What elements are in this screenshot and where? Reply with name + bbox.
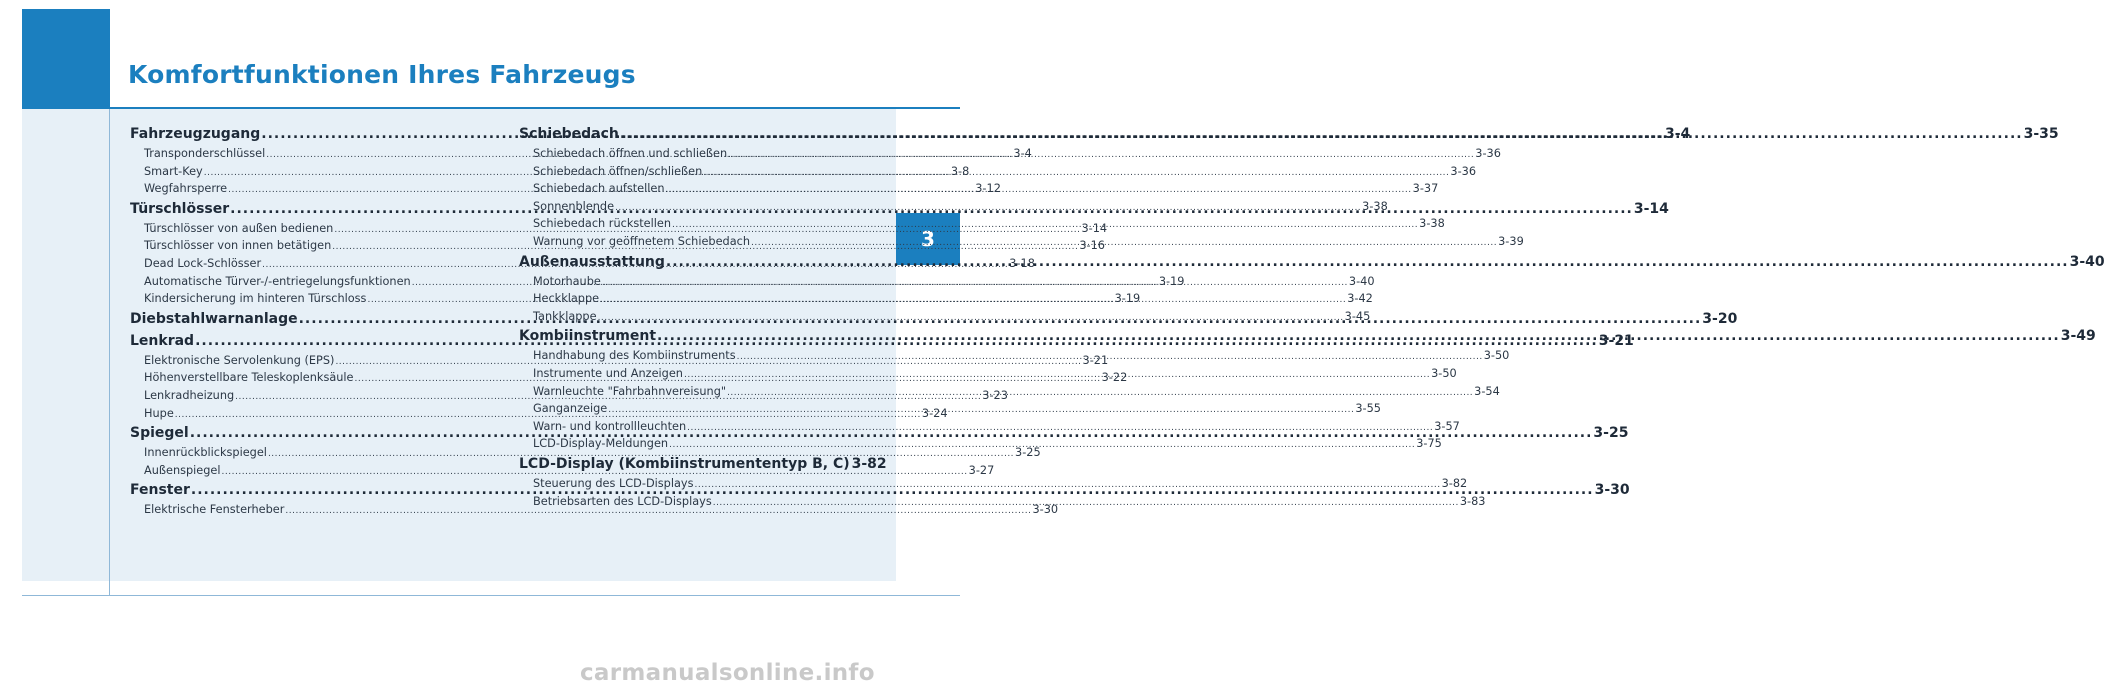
dot-leader	[713, 495, 1459, 513]
toc-section-page: 3-20	[1702, 310, 1738, 327]
dot-leader	[602, 275, 1348, 293]
toc-item-page: 3-45	[1344, 309, 1371, 323]
dot-leader	[703, 165, 1449, 183]
toc-item-page: 3-22	[1101, 371, 1128, 385]
chapter-color-block	[22, 9, 110, 109]
dot-leader	[608, 402, 1354, 420]
toc-section-label: Fenster	[130, 482, 190, 499]
toc-section-page: 3-82	[851, 455, 887, 472]
toc-item-label: Instrumente und Anzeigen	[533, 366, 683, 380]
toc-item-label: Schiebedach öffnen/schließen	[533, 164, 703, 178]
title-band	[110, 9, 960, 109]
toc-item-page: 3-14	[1081, 221, 1108, 235]
toc-item-page: 3-16	[1079, 239, 1105, 253]
dot-leader	[620, 123, 2023, 145]
toc-item-page: 3-21	[1082, 353, 1109, 367]
dot-leader	[737, 349, 1483, 367]
dot-leader	[666, 251, 2069, 273]
toc-item-page: 3-37	[1412, 182, 1439, 196]
dot-leader	[687, 420, 1433, 438]
toc-item-page: 3-8	[950, 164, 970, 178]
toc-item-page: 3-55	[1355, 402, 1381, 416]
toc-item-label: Elektronische Servolenkung (EPS)	[144, 353, 335, 367]
toc-section-label: Fahrzeugzugang	[130, 126, 261, 142]
toc-section-page: 3-14	[1633, 200, 1669, 217]
margin-strip	[22, 109, 110, 581]
toc-item-label: Dead Lock-Schlösser	[144, 256, 262, 270]
dot-leader	[666, 182, 1412, 200]
toc-item-label: Betriebsarten des LCD-Displays	[533, 494, 712, 508]
toc-section-page: 3-21	[1598, 332, 1634, 349]
chapter-tab[interactable]: 3	[896, 213, 960, 265]
toc-item-page: 3-38	[1362, 199, 1388, 213]
toc-section-page: 3-30	[1594, 482, 1630, 499]
toc-section[interactable]	[519, 453, 887, 475]
toc-section-page: 3-40	[2069, 253, 2105, 270]
toc-item-page: 3-25	[1015, 446, 1041, 460]
toc-item-label: Schiebedach rückstellen	[533, 217, 672, 231]
toc-item-page: 3-4	[1013, 147, 1032, 160]
toc-item[interactable]	[519, 308, 1371, 326]
toc-item-label: Warnleuchte "Fahrbahnvereisung"	[533, 384, 727, 398]
toc-item-label: Wegfahrsperre	[144, 182, 228, 196]
bottom-rule	[22, 595, 960, 596]
toc-item-label: Außenspiegel	[144, 463, 221, 477]
toc-item-label: Transponderschlüssel	[144, 147, 266, 160]
toc-item-label: Schiebedach aufstellen	[533, 182, 665, 196]
toc-item-page: 3-42	[1347, 292, 1373, 306]
toc-item-label: Kindersicherung im hinteren Türschloss	[144, 292, 367, 306]
toc-item-page: 3-83	[1459, 494, 1486, 508]
toc-section-label: Lenkrad	[130, 332, 195, 349]
toc-section-label: Kombiinstrument	[519, 328, 657, 345]
toc-section-page: 3-35	[2023, 126, 2059, 142]
toc-item-label: Hupe	[144, 406, 174, 420]
page-title: Komfortfunktionen Ihres Fahrzeugs	[128, 60, 636, 89]
toc-item-label: Ganganzeige	[533, 402, 608, 416]
toc-item-page: 3-36	[1450, 164, 1477, 178]
toc-item-label: Handhabung des Kombiinstruments	[533, 349, 736, 363]
dot-leader	[672, 217, 1418, 235]
toc-item-page: 3-40	[1348, 274, 1375, 288]
toc-item-page: 3-18	[1009, 256, 1035, 270]
toc-item-label: Tankklappe	[533, 309, 597, 323]
toc-section-label: LCD-Display (Kombiinstrumententyp B, C)	[519, 455, 850, 472]
toc-item-page: 3-57	[1434, 419, 1460, 433]
toc-item-page: 3-38	[1419, 217, 1445, 231]
dot-leader	[615, 200, 1361, 218]
dot-leader	[600, 292, 1346, 310]
toc-item[interactable]	[519, 475, 1468, 493]
toc-item-page: 3-30	[1032, 503, 1059, 517]
toc-section-label: Schiebedach	[519, 126, 619, 142]
toc-item-page: 3-50	[1431, 366, 1457, 380]
toc-section-label: Türschlösser	[130, 200, 230, 217]
toc-item-label: Schiebedach öffnen und schließen	[533, 147, 728, 160]
toc-item-page: 3-39	[1498, 234, 1524, 248]
toc-item-label: Steuerung des LCD-Displays	[533, 476, 694, 490]
toc-section-label: Außenausstattung	[519, 253, 665, 270]
toc-item-label: LCD-Display-Meldungen	[533, 437, 669, 451]
vertical-rule	[109, 109, 110, 595]
toc-item-label: Warnung vor geöffnetem Schiebedach	[533, 234, 751, 248]
toc-item-label: Automatische Türver-/-entriegelungsfunktionen	[144, 274, 411, 288]
dot-leader	[694, 477, 1440, 495]
toc-item-label: Smart-Key	[144, 164, 203, 178]
toc-section-label: Diebstahlwarnanlage	[130, 310, 298, 327]
toc-item-label: Innenrückblickspiegel	[144, 446, 267, 460]
toc-item-label: Elektrische Fensterheber	[144, 503, 285, 517]
toc-item-page: 3-36	[1475, 147, 1501, 160]
toc-section-page: 3-4	[1664, 126, 1691, 142]
toc-item-label: Motorhaube	[533, 274, 601, 288]
toc-item-page: 3-54	[1474, 384, 1500, 398]
toc-item[interactable]	[519, 418, 1460, 436]
toc-item-page: 3-19	[1158, 274, 1185, 288]
dot-leader	[728, 147, 1474, 165]
dot-leader	[657, 325, 2060, 347]
toc-item-page: 3-82	[1441, 476, 1468, 490]
watermark: carmanualsonline.info	[580, 660, 875, 686]
toc-item-page: 3-12	[975, 182, 1001, 196]
toc-item-page: 3-23	[982, 388, 1008, 402]
toc-section-page: 3-49	[2060, 328, 2096, 345]
toc-item-label: Sonnenblende	[533, 199, 615, 213]
toc-item-page: 3-24	[921, 406, 948, 420]
toc-item-label: Lenkradheizung	[144, 388, 235, 402]
toc-item-label: Türschlösser von innen betätigen	[144, 239, 332, 253]
toc-item-label: Warn- und kontrollleuchten	[533, 419, 687, 433]
toc-section-label: Spiegel	[130, 425, 189, 442]
toc-item-page: 3-19	[1114, 292, 1141, 306]
toc-item-label: Türschlösser von außen bedienen	[144, 221, 334, 235]
dot-leader	[684, 367, 1430, 385]
toc-section-page: 3-25	[1593, 425, 1629, 442]
toc-item-label: Höhenverstellbare Teleskoplenksäule	[144, 371, 354, 385]
toc-item-label: Heckklappe	[533, 292, 600, 306]
toc-item-page: 3-75	[1416, 437, 1442, 451]
toc-item-page: 3-50	[1483, 349, 1510, 363]
toc-item-page: 3-27	[968, 463, 995, 477]
toc-item[interactable]	[519, 198, 1388, 216]
